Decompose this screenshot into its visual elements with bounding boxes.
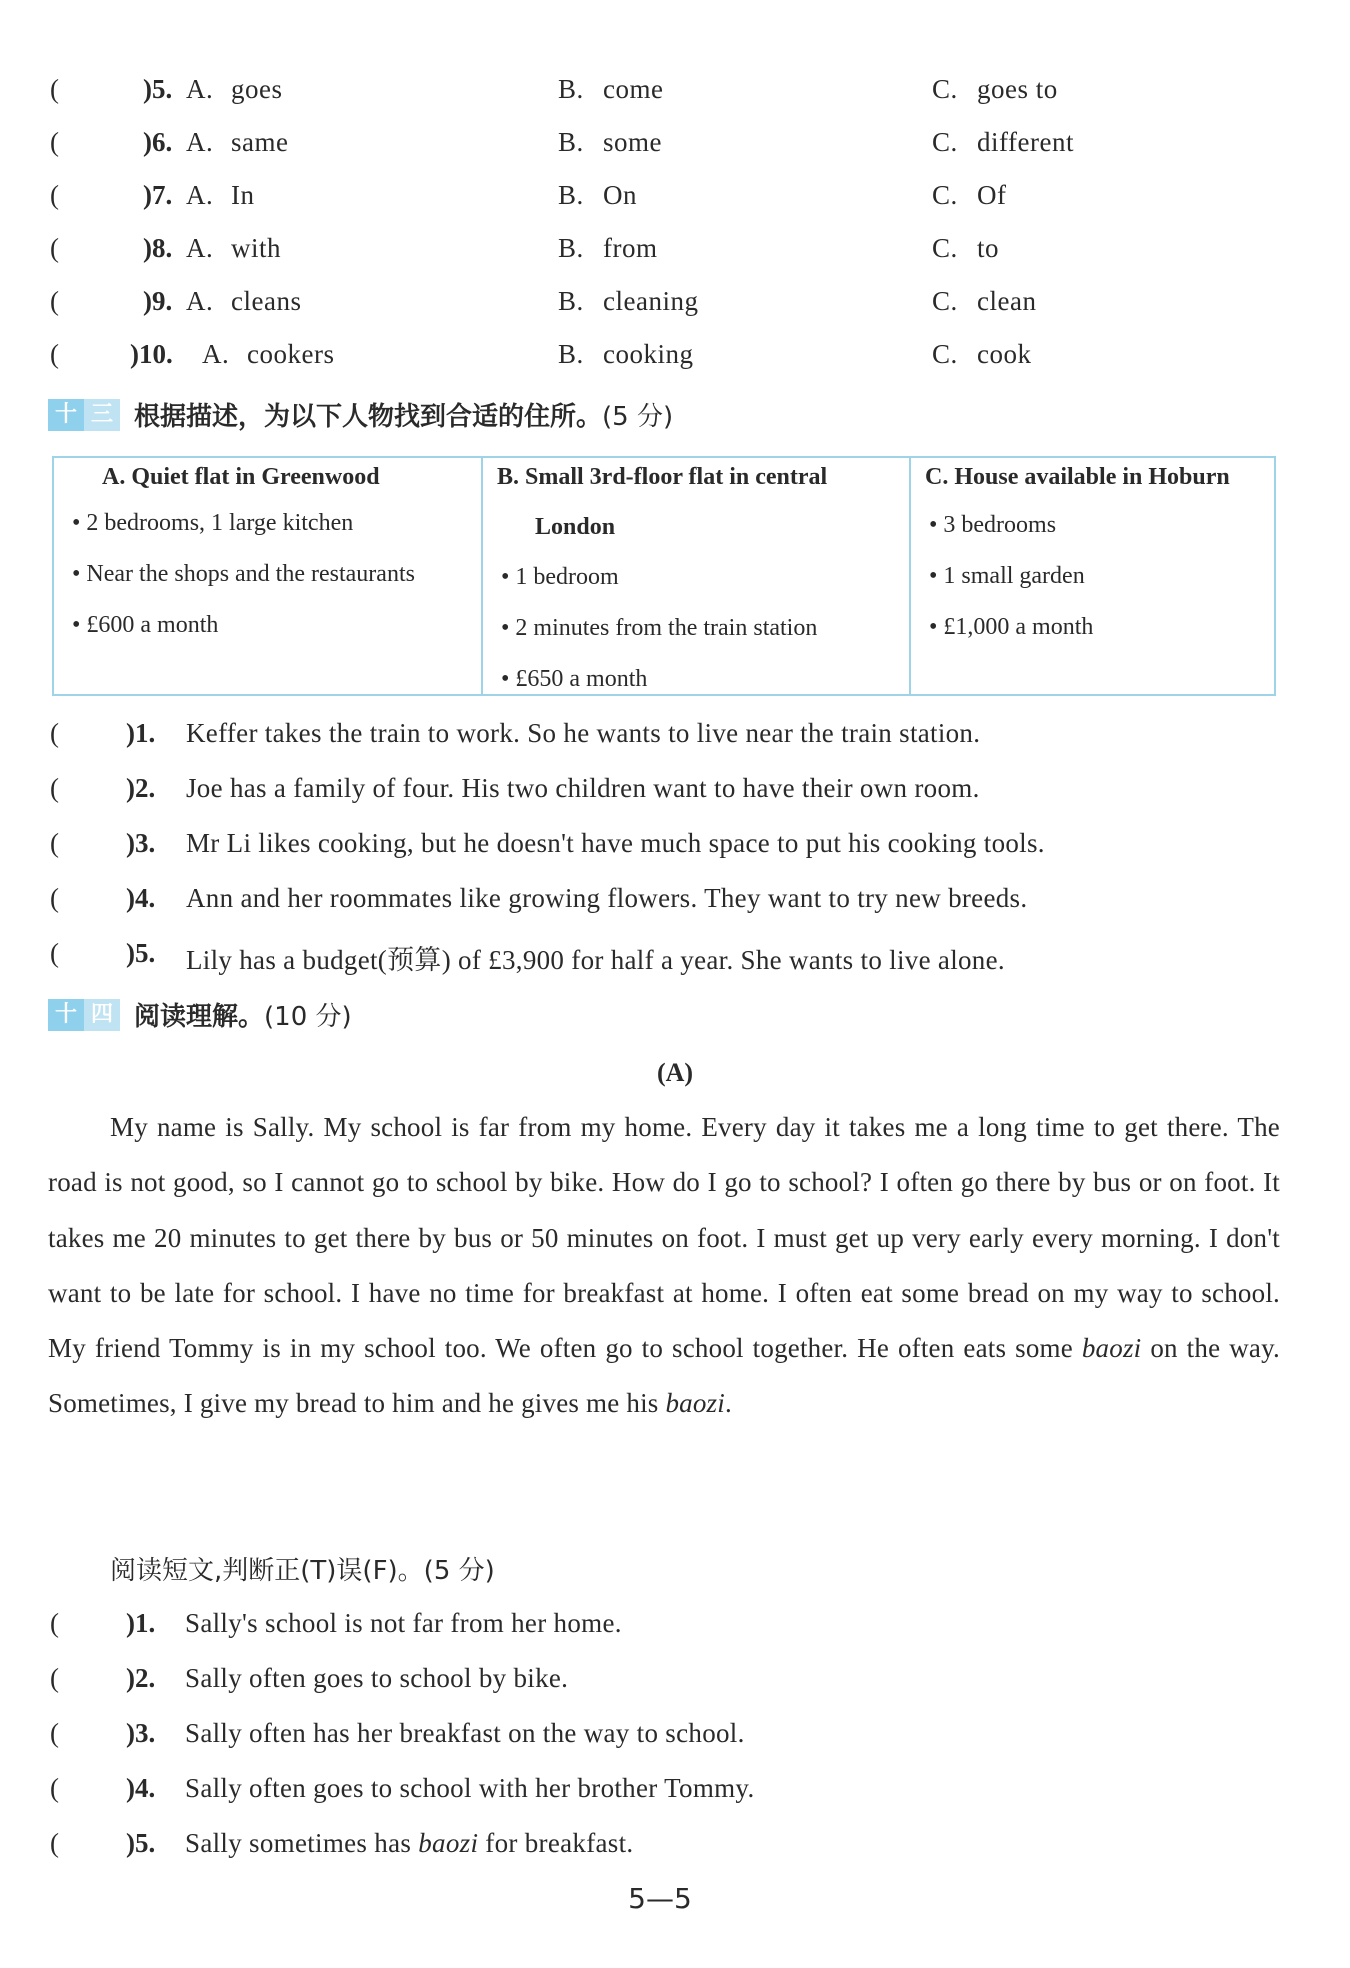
answer-paren: ( — [50, 1718, 59, 1748]
passage-label: (A) — [656, 1058, 694, 1087]
question-text: Joe has a family of four. His two children want to have their own room. — [186, 773, 980, 803]
housing-option-b — [481, 458, 908, 694]
answer-paren: ( — [50, 1663, 59, 1693]
housing-title: B. Small 3rd-floor flat in central — [497, 464, 828, 490]
question-number: )1. — [126, 718, 156, 748]
option-a: A. with — [186, 233, 282, 263]
housing-title-continued: London — [535, 514, 616, 540]
answer-paren: ( — [50, 286, 59, 316]
option-c: C. cook — [932, 339, 1032, 369]
question-number: )2. — [126, 773, 156, 803]
answer-paren: ( — [50, 1828, 59, 1858]
answer-paren: ( — [50, 1608, 59, 1638]
answer-paren: ( — [50, 180, 59, 210]
question-text: Mr Li likes cooking, but he doesn't have much space to put his cooking tools. — [186, 828, 1045, 858]
answer-paren: ( — [50, 233, 59, 263]
option-a: A. goes — [186, 74, 283, 104]
tf-question-1 — [50, 1608, 1290, 1648]
option-c: C. clean — [932, 286, 1037, 316]
question-text: Sally often has her breakfast on the way to school. — [185, 1718, 745, 1748]
housing-title: A. Quiet flat in Greenwood — [102, 464, 380, 490]
answer-paren: ( — [50, 883, 59, 913]
match-question-2 — [50, 773, 1290, 813]
answer-paren: ( — [50, 773, 59, 803]
option-c: C. different — [932, 127, 1074, 157]
option-b: B. some — [558, 127, 662, 157]
housing-detail: • £600 a month — [72, 612, 219, 638]
housing-detail: • 2 bedrooms, 1 large kitchen — [72, 510, 354, 536]
question-number: )7. — [143, 180, 173, 210]
tf-question-4 — [50, 1773, 1290, 1813]
housing-detail: • £650 a month — [501, 666, 648, 692]
question-number: )4. — [126, 1773, 156, 1803]
answer-paren: ( — [50, 74, 59, 104]
option-b: B. On — [558, 180, 637, 210]
housing-title: C. House available in Hoburn — [925, 464, 1230, 490]
answer-paren: ( — [50, 1773, 59, 1803]
housing-detail: • 1 small garden — [929, 563, 1085, 589]
cloze-question-9 — [50, 286, 1290, 326]
housing-detail: • Near the shops and the restaurants — [72, 561, 415, 587]
cloze-question-7 — [50, 180, 1290, 220]
question-number: )5. — [143, 74, 173, 104]
question-text: Sally's school is not far from her home. — [185, 1608, 622, 1638]
option-a: A. cleans — [186, 286, 302, 316]
question-number: )9. — [143, 286, 173, 316]
question-text: Ann and her roommates like growing flowers. They want to try new breeds. — [186, 883, 1028, 913]
housing-detail: • 2 minutes from the train station — [501, 615, 818, 641]
question-text: Sally sometimes has baozi for breakfast. — [185, 1828, 634, 1858]
question-number: )6. — [143, 127, 173, 157]
page-number: 5—5 — [628, 1882, 692, 1915]
option-a: A. same — [186, 127, 289, 157]
answer-paren: ( — [50, 938, 59, 968]
question-number: )5. — [126, 1828, 156, 1858]
question-number: )3. — [126, 1718, 156, 1748]
question-number: )4. — [126, 883, 156, 913]
cloze-question-8 — [50, 233, 1290, 273]
tf-instruction: 阅读短文,判断正(T)误(F)。(5 分) — [110, 1556, 495, 1586]
question-number: )8. — [143, 233, 173, 263]
question-text: Keffer takes the train to work. So he wants to live near the train station. — [186, 718, 981, 748]
match-question-3 — [50, 828, 1290, 868]
housing-detail: • £1,000 a month — [929, 614, 1094, 640]
option-a: A. cookers — [202, 339, 335, 369]
housing-table — [52, 456, 1276, 696]
option-c: C. goes to — [932, 74, 1058, 104]
option-a: A. In — [186, 180, 255, 210]
match-question-1 — [50, 718, 1290, 758]
tf-question-2 — [50, 1663, 1290, 1703]
reading-passage: My name is Sally. My school is far from my home. Every day it takes me a long time to get there. The road is not good, so I cannot go to school by bike. How do I go to school? I often go there by bus or on foot. It takes me 20 minutes to get there by bus or 50 minutes on foot. I must get up very early every morning. I don't want to be late for school. I have no time for breakfast at home. I often eat some bread on my way to school. My friend Tommy is in my school too. We often go to school together. He often eats some baozi on the way. Sometimes, I give my bread to him and he gives me his baozi. — [48, 1112, 1280, 1419]
option-b: B. come — [558, 74, 664, 104]
question-number: )1. — [126, 1608, 156, 1638]
option-b: B. cooking — [558, 339, 694, 369]
section-number-badge: 十 三 — [48, 399, 120, 431]
housing-option-a — [54, 458, 479, 694]
cloze-question-6 — [50, 127, 1290, 167]
section-title: 阅读理解。(10 分) — [134, 1002, 352, 1032]
match-question-5 — [50, 938, 1290, 978]
housing-detail: • 3 bedrooms — [929, 512, 1057, 538]
question-text: Lily has a budget(预算) of £3,900 for half a year. She wants to live alone. — [186, 945, 1005, 975]
section-title: 根据描述，为以下人物找到合适的住所。(5 分) — [134, 402, 674, 432]
question-number: )3. — [126, 828, 156, 858]
question-number: )10. — [130, 339, 173, 369]
tf-question-3 — [50, 1718, 1290, 1758]
cloze-question-5 — [50, 74, 1290, 114]
option-b: B. from — [558, 233, 658, 263]
section-number-badge: 十 四 — [48, 999, 120, 1031]
question-number: )5. — [126, 938, 156, 968]
question-text: Sally often goes to school by bike. — [185, 1663, 569, 1693]
tf-question-5 — [50, 1828, 1290, 1868]
answer-paren: ( — [50, 718, 59, 748]
match-question-4 — [50, 883, 1290, 923]
answer-paren: ( — [50, 828, 59, 858]
answer-paren: ( — [50, 127, 59, 157]
answer-paren: ( — [50, 339, 59, 369]
cloze-question-10 — [50, 339, 1290, 379]
question-text: Sally often goes to school with her brother Tommy. — [185, 1773, 755, 1803]
housing-option-c — [909, 458, 1276, 694]
housing-detail: • 1 bedroom — [501, 564, 619, 590]
option-c: C. to — [932, 233, 1000, 263]
question-number: )2. — [126, 1663, 156, 1693]
option-b: B. cleaning — [558, 286, 699, 316]
option-c: C. Of — [932, 180, 1007, 210]
